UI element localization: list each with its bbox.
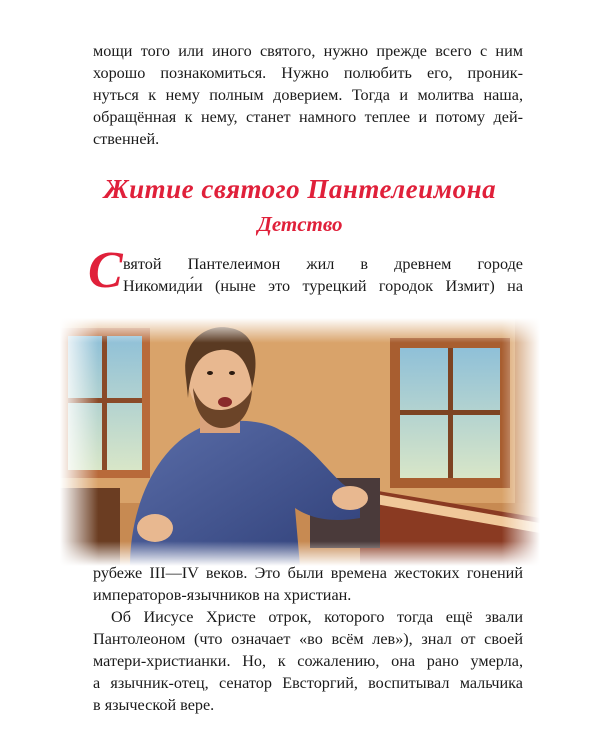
text-line: матери-христианки. Но, к сожалению, она рано умерла,	[93, 652, 523, 670]
text-line: Никомиди́и (ныне это турецкий городок Измит) на	[123, 277, 523, 295]
text-line: в языческой вере.	[93, 696, 215, 714]
text-line: Пантолеоном (что означает «во всём лев»), знал от своей	[93, 630, 523, 648]
text-line: а язычник-отец, сенатор Евсторгий, воспитывал мальчика	[93, 674, 523, 692]
text-line: рубеже III—IV веков. Это были времена жестоких гонений	[93, 564, 523, 582]
paragraph-2	[93, 562, 523, 606]
text-line: мощи того или иного святого, нужно прежде всего с ним	[93, 42, 523, 60]
text-line: обращённая к нему, станет намного теплее и потому дей-	[93, 108, 523, 126]
illustration	[60, 318, 540, 566]
text-line: вятой Пантелеимон жил в древнем городе	[123, 255, 523, 273]
paragraph-3	[93, 606, 523, 716]
text-line: императоров-язычников на христиан.	[93, 586, 352, 604]
chapter-title: Житие святого Пантелеимона	[103, 174, 497, 204]
chapter-subtitle: Детство	[257, 212, 343, 236]
drop-cap: С	[88, 242, 123, 299]
text-line: хорошо познакомиться. Нужно полюбить его, проник-	[93, 64, 523, 82]
intro-paragraph	[93, 40, 523, 150]
text-line: ственней.	[93, 130, 160, 148]
text-line: Об Иисусе Христе отрок, которого тогда ещё звали	[111, 608, 523, 626]
text-line: нуться к нему полным доверием. Тогда и молитва наша,	[93, 86, 523, 104]
paragraph-1	[93, 253, 523, 297]
illustration-drawing	[60, 318, 540, 566]
